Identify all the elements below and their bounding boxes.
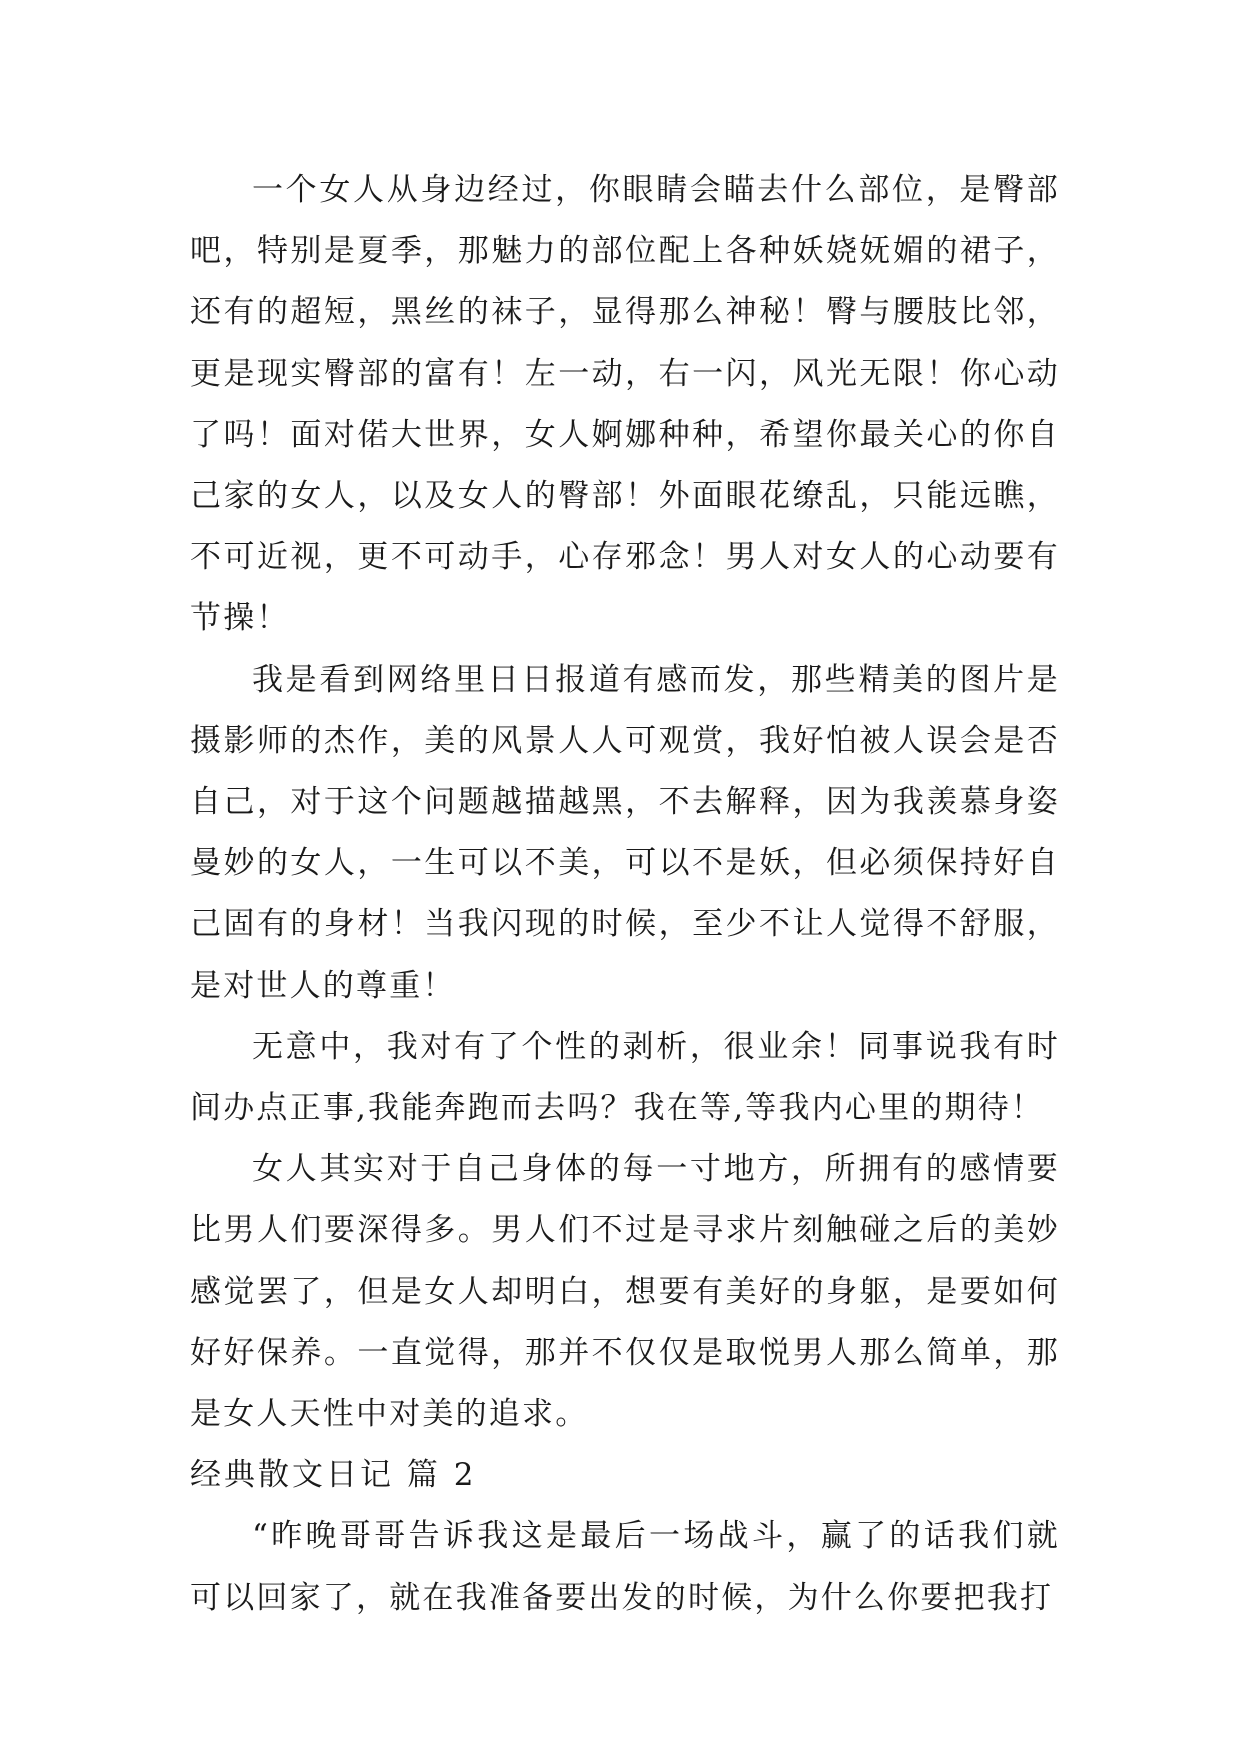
paragraph-1: 一个女人从身边经过，你眼睛会瞄去什么部位，是臀部吧，特别是夏季，那魅力的部位配上各种妖娆妩媚的裙子，还有的超短，黑丝的袜子，显得那么神秘！臀与腰肢比邻，更是现实臀部的富有！左一动，右一闪，风光无限！你心动了吗！面对偌大世界，女人婀娜种种，希望你最关心的你自己家的女人，以及女人的臀部！外面眼花缭乱，只能远瞧，不可近视，更不可动手，心存邪念！男人对女人的心动要有节操！ [190,172,1060,637]
section-paragraph-1: “昨晚哥哥告诉我这是最后一场战斗，赢了的话我们就可以回家了，就在我准备要出发的时候，为什么你要把我打 [190,1518,1060,1616]
document-body [190,160,1060,1629]
paragraph-4: 女人其实对于自己身体的每一寸地方，所拥有的感情要比男人们要深得多。男人们不过是寻求片刻触碰之后的美妙感觉罢了，但是女人却明白，想要有美好的身躯，是要如何好好保养。一直觉得，那并不仅仅是取悦男人那么简单，那是女人天性中对美的追求。 [190,1151,1060,1433]
paragraph-2: 我是看到网络里日日报道有感而发，那些精美的图片是摄影师的杰作，美的风景人人可观赏，我好怕被人误会是否自己，对于这个问题越描越黑，不去解释，因为我羡慕身姿曼妙的女人，一生可以不美，可以不是妖，但必须保持好自己固有的身材！当我闪现的时候，至少不让人觉得不舒服，是对世人的尊重！ [190,661,1060,1004]
section-heading: 经典散文日记 篇 2 [190,1457,477,1494]
paragraph-3: 无意中，我对有了个性的剥析，很业余！同事说我有时间办点正事,我能奔跑而去吗？我在等,等我内心里的期待！ [190,1028,1060,1127]
